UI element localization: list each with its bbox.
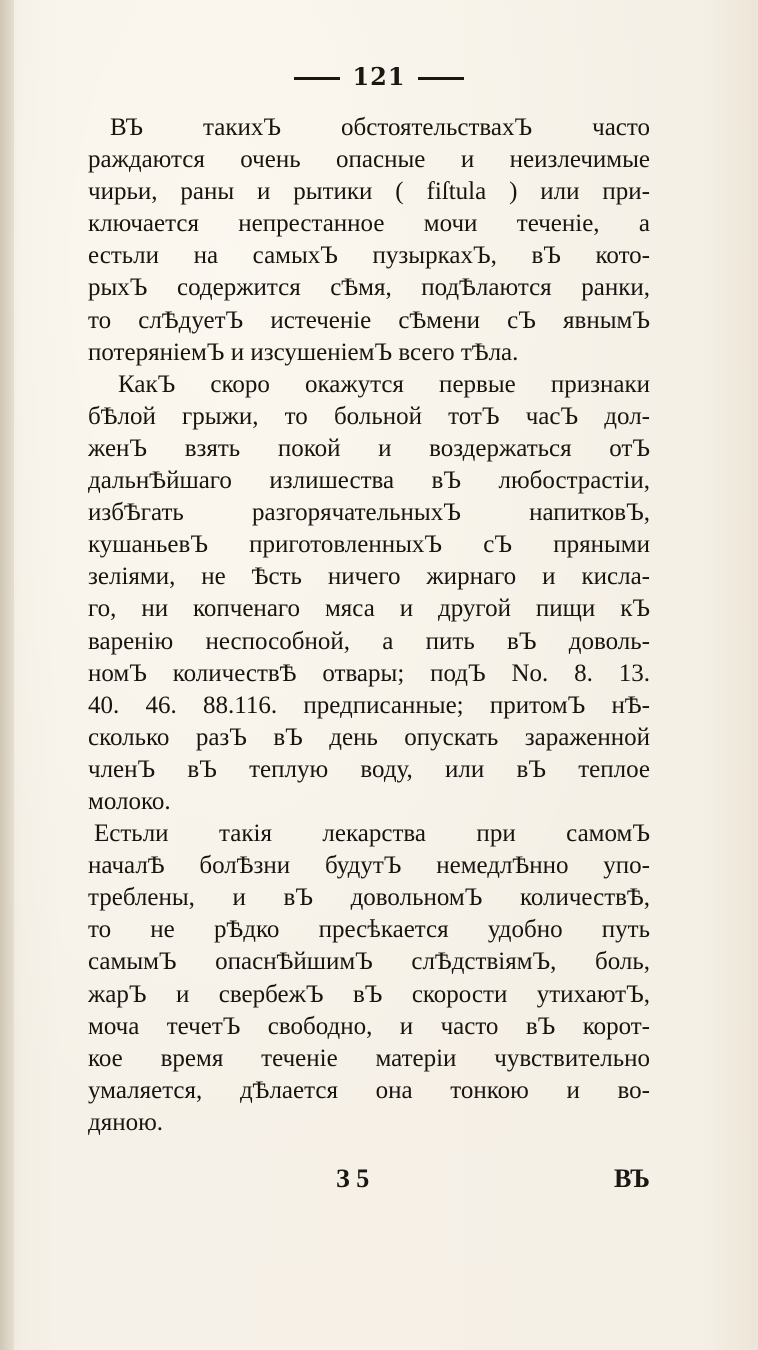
text-line: ключается непрестанное мочи теченіе, а [88, 210, 650, 238]
text-line: рыхЪ содержится сѢмя, подѢлаются ранки, [88, 274, 650, 302]
text-line: ВЪ такихЪ обстоятельствахЪ часто [110, 114, 650, 141]
text-line: членЪ вЪ теплую воду, или вЪ теплое [88, 755, 650, 783]
page-binding-edge [0, 0, 14, 1350]
text-line: чирьи, раны и рытики ( fiſtula ) или при- [88, 178, 650, 206]
text-line: 40. 46. 88.116. предписанные; притомЪ нѢ- [88, 691, 650, 719]
text-line: потеряніемЪ и изсушеніемЪ всего тѢла. [88, 338, 519, 366]
text-line: зеліями, не Ѣсть ничего жирнаго и кисла- [88, 563, 650, 591]
text-line: сколько разЪ вЪ день опускать зараженной [88, 723, 650, 751]
body-text [88, 112, 650, 1139]
text-line: бѢлой грыжи, то больной тотЪ часЪ дол- [88, 402, 650, 430]
text-line: дяною. [88, 1108, 164, 1136]
text-line: дальнѢйшаго излишества вЪ любострастіи, [88, 467, 650, 495]
text-line: самымЪ опаснѢйшимЪ слѢдствіямЪ, боль, [88, 948, 650, 976]
text-line: моча течетЪ свободно, и часто вЪ корот- [88, 1012, 650, 1040]
header-rule-right [418, 77, 464, 80]
text-line: номЪ количествѢ отвары; подЪ No. 8. 13. [88, 659, 650, 687]
page-header [0, 62, 758, 91]
text-line: КакЪ скоро окажутся первые признаки [118, 370, 650, 398]
text-line: Естьли такія лекарства при самомЪ [94, 820, 650, 848]
text-line: го, ни копченаго мяса и другой пищи кЪ [88, 595, 650, 623]
text-line: женЪ взять покой и воздержаться отЪ [88, 434, 650, 462]
text-line: умаляется, дѢлается она тонкою и во- [88, 1076, 650, 1104]
text-line: то слѢдуетЪ истеченіе сѢмени сЪ явнымЪ [88, 306, 650, 334]
page-number: 121 [352, 62, 406, 91]
text-line: треблены, и вЪ довольномЪ количествѢ, [88, 884, 650, 912]
text-line: раждаются очень опасные и неизлечимые [88, 146, 650, 174]
text-line: кое время теченіе матеріи чувствительно [88, 1044, 650, 1072]
text-line: естьли на самыхЪ пузыркахЪ, вЪ кото- [88, 242, 650, 270]
text-line: варенію неспособной, а пить вЪ доволь- [88, 627, 650, 655]
text-line: жарЪ и свербежЪ вЪ скорости утихаютЪ, [88, 980, 650, 1008]
header-rule-left [294, 77, 340, 80]
text-line: молоко. [88, 787, 171, 815]
catchword: ВЪ [614, 1164, 650, 1193]
text-line: кушаньевЪ приготовленныхЪ сЪ пряными [88, 531, 650, 559]
text-line: то не рѢдко пресѣкается удобно путь [88, 916, 650, 944]
text-line: началѢ болѢзни будутЪ немедлѢнно упо- [88, 852, 650, 880]
signature-mark: З 5 [336, 1164, 370, 1193]
text-line: избѢгать разгорячательныхЪ напитковЪ, [88, 499, 650, 527]
page-footer [0, 1164, 758, 1204]
